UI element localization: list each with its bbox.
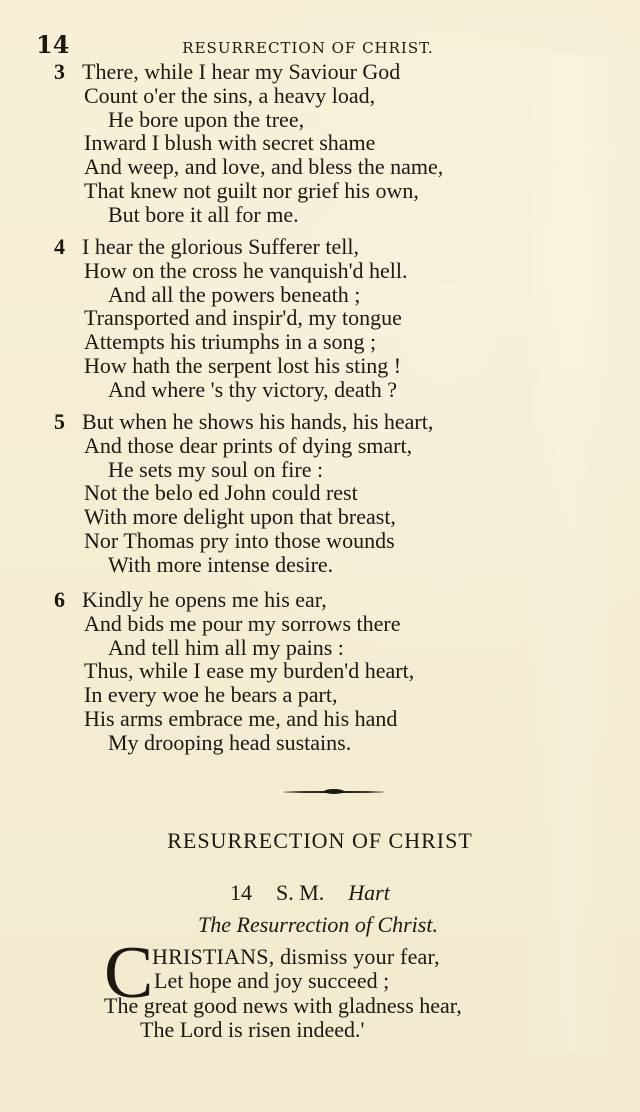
stanza-line-text: Nor Thomas pry into those wounds [84, 527, 395, 553]
hymn-subtitle: The Resurrection of Christ. [198, 912, 438, 937]
stanza-line [54, 434, 524, 458]
running-head: RESURRECTION OF CHRIST. [182, 39, 434, 57]
stanza-line-text: He bore upon the tree, [108, 106, 305, 132]
hymn-line: HRISTIANS, dismiss your fear, [152, 944, 440, 969]
stanza-number: 3 [54, 59, 65, 84]
drop-cap: C [104, 932, 154, 1014]
stanza-number: 4 [54, 234, 65, 259]
stanza-line [54, 330, 524, 354]
stanza-line-text: And all the powers beneath ; [108, 281, 361, 307]
stanza-6 [54, 588, 524, 755]
page-header [36, 30, 530, 58]
stanza-line-text: That knew not guilt nor grief his own, [84, 177, 419, 203]
stanza-line-text: And where 's thy victory, death ? [108, 376, 398, 402]
stanza-line [54, 378, 524, 402]
stanza-line [54, 306, 524, 330]
stanza-line [54, 60, 524, 84]
stanza-line-text: In every woe he bears a part, [84, 682, 338, 708]
stanza-line-text: And those dear prints of dying smart, [84, 432, 413, 458]
hymn-meter: S. M. [276, 880, 325, 905]
stanza-line-text: But when he shows his hands, his heart, [82, 409, 434, 434]
stanza-line [54, 458, 524, 482]
stanza-line-text: And weep, and love, and bless the name, [84, 154, 444, 180]
hymn-meta [230, 880, 490, 906]
stanza-line-text: Kindly he opens me his ear, [82, 587, 327, 612]
stanza-line [54, 481, 524, 505]
stanza-line [54, 731, 524, 755]
stanza-line [54, 588, 524, 612]
stanza-number: 5 [54, 409, 65, 434]
stanza-line [54, 553, 524, 577]
stanza-line-text: His arms embrace me, and his hand [84, 705, 398, 731]
stanza-line-text: With more delight upon that breast, [84, 504, 396, 530]
stanza-line [54, 683, 524, 707]
stanza-line [54, 505, 524, 529]
stanza-line [54, 707, 524, 731]
paper-smudge [520, 55, 620, 1055]
stanza-line-text: He sets my soul on fire : [108, 456, 324, 482]
hymn-line: The great good news with gladness hear, [104, 993, 462, 1018]
hymn-author: Hart [348, 880, 390, 905]
stanza-line [54, 235, 524, 259]
stanza-line-text: And tell him all my pains : [108, 634, 344, 660]
stanza-line [54, 108, 524, 132]
stanza-line [54, 259, 524, 283]
stanza-line-text: How hath the serpent lost his sting ! [84, 352, 402, 378]
hymn-line: Let hope and joy succeed ; [154, 968, 390, 993]
stanza-line [54, 354, 524, 378]
ornamental-divider [284, 789, 384, 795]
stanza-line-text: Thus, while I ease my burden'd heart, [84, 658, 415, 684]
stanza-line-text: Count o'er the sins, a heavy load, [84, 82, 376, 108]
hymn-number: 14 [230, 880, 252, 905]
stanza-line-text: Not the belo ed John could rest [84, 480, 358, 506]
stanza-line-text: Inward I blush with secret shame [84, 130, 376, 156]
page-number: 14 [36, 30, 70, 59]
stanza-line-text: How on the cross he vanquish'd hell. [84, 257, 408, 283]
stanza-line [54, 283, 524, 307]
stanza-line-text: But bore it all for me. [108, 201, 299, 227]
stanza-4 [54, 235, 524, 402]
stanza-line-text: With more intense desire. [108, 551, 334, 577]
section-title: RESURRECTION OF CHRIST [167, 828, 473, 853]
stanza-line-text: There, while I hear my Saviour God [82, 59, 401, 84]
stanza-line [54, 203, 524, 227]
stanza-line [54, 84, 524, 108]
stanza-line [54, 410, 524, 434]
stanza-line-text: Transported and inspir'd, my tongue [84, 305, 402, 331]
stanza-line [54, 179, 524, 203]
stanza-line-text: I hear the glorious Sufferer tell, [82, 234, 359, 259]
hymn-line: The Lord is risen indeed.' [140, 1017, 365, 1042]
stanza-line [54, 612, 524, 636]
stanza-5 [54, 410, 524, 577]
stanza-line [54, 529, 524, 553]
stanza-line-text: Attempts his triumphs in a song ; [84, 329, 377, 355]
stanza-line-text: My drooping head sustains. [108, 729, 352, 755]
stanza-line [54, 659, 524, 683]
stanza-line [54, 131, 524, 155]
stanza-number: 6 [54, 587, 65, 612]
stanza-3 [54, 60, 524, 227]
stanza-line-text: And bids me pour my sorrows there [84, 610, 401, 636]
stanza-line [54, 636, 524, 660]
stanza-line [54, 155, 524, 179]
